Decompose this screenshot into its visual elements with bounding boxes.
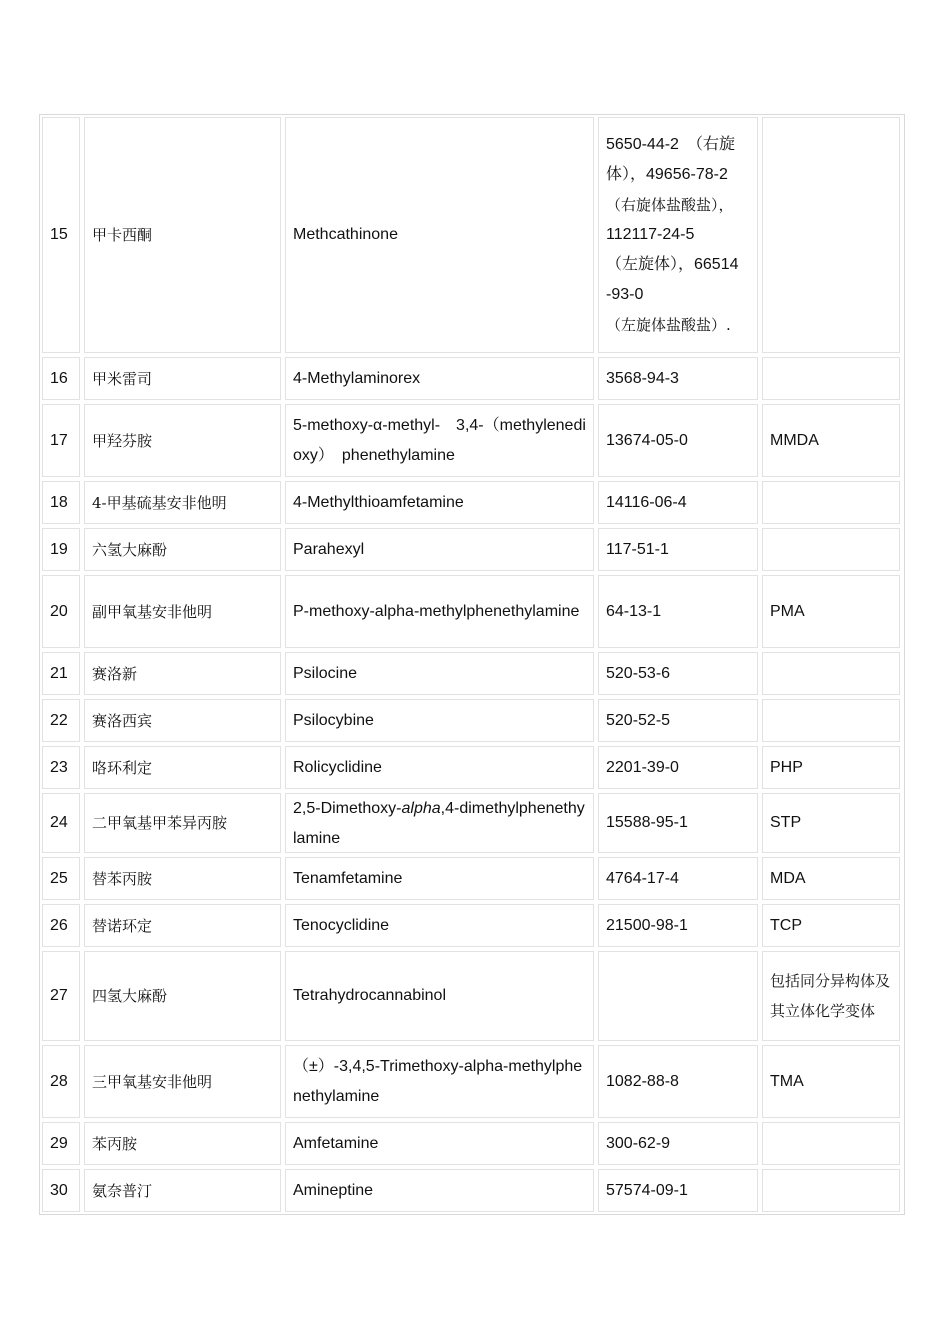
english-name: 5-methoxy-α-methyl- 3,4-（methylenedioxy） phenethylamine	[285, 404, 594, 477]
chinese-name: 替诺环定	[84, 904, 281, 947]
cas-line: -93-0	[606, 286, 644, 303]
cas-number: 64-13-1	[598, 575, 758, 648]
table-row	[40, 115, 904, 355]
cas-number: 57574-09-1	[598, 1169, 758, 1212]
chinese-name: 赛洛新	[84, 652, 281, 695]
chinese-name: 二甲氧基甲苯异丙胺	[84, 793, 281, 853]
chinese-name: 甲卡西酮	[84, 117, 281, 353]
cas-line: （左旋体），66514	[606, 256, 739, 273]
row-number: 16	[42, 357, 80, 400]
note: STP	[762, 793, 900, 853]
table-row	[40, 1167, 904, 1214]
cas-line: 体），49656-78-2	[606, 166, 728, 183]
cas-number: 15588-95-1	[598, 793, 758, 853]
note	[762, 528, 900, 571]
cas-line: 5650-44-2 （右旋	[606, 136, 735, 153]
table-row	[40, 479, 904, 526]
cas-number: 1082-88-8	[598, 1045, 758, 1118]
table-row	[40, 855, 904, 902]
cas-line: 112117-24-5	[606, 226, 695, 243]
chinese-name: 氨奈普汀	[84, 1169, 281, 1212]
table-row	[40, 573, 904, 650]
row-number: 30	[42, 1169, 80, 1212]
cas-number: 520-52-5	[598, 699, 758, 742]
english-name	[285, 793, 594, 853]
chinese-name: 替苯丙胺	[84, 857, 281, 900]
cas-number: 3568-94-3	[598, 357, 758, 400]
english-name: Rolicyclidine	[285, 746, 594, 789]
cas-number: 520-53-6	[598, 652, 758, 695]
cas-line: （右旋体盐酸盐），	[606, 196, 734, 214]
chinese-name: 四氢大麻酚	[84, 951, 281, 1041]
cas-line: （左旋体盐酸盐）.	[606, 316, 731, 334]
row-number: 28	[42, 1045, 80, 1118]
chinese-name: 赛洛西宾	[84, 699, 281, 742]
row-number: 22	[42, 699, 80, 742]
note: TMA	[762, 1045, 900, 1118]
row-number: 17	[42, 404, 80, 477]
row-number: 29	[42, 1122, 80, 1165]
note: TCP	[762, 904, 900, 947]
note	[762, 481, 900, 524]
row-number: 21	[42, 652, 80, 695]
note: PHP	[762, 746, 900, 789]
note	[762, 699, 900, 742]
row-number: 23	[42, 746, 80, 789]
row-number: 19	[42, 528, 80, 571]
english-name: Tenocyclidine	[285, 904, 594, 947]
note: PMA	[762, 575, 900, 648]
english-name-part: 2,5-Dimethoxy-	[293, 800, 402, 817]
english-name: 4-Methylthioamfetamine	[285, 481, 594, 524]
table-row	[40, 402, 904, 479]
note	[762, 652, 900, 695]
cas-number: 2201-39-0	[598, 746, 758, 789]
english-name-italic: alpha	[401, 800, 441, 817]
table-row	[40, 1120, 904, 1167]
chinese-name: 副甲氧基安非他明	[84, 575, 281, 648]
chinese-name: 六氢大麻酚	[84, 528, 281, 571]
row-number: 20	[42, 575, 80, 648]
chinese-name: 4-甲基硫基安非他明	[84, 481, 281, 524]
table-row	[40, 902, 904, 949]
note: MMDA	[762, 404, 900, 477]
chinese-name: 甲米雷司	[84, 357, 281, 400]
chinese-name: 苯丙胺	[84, 1122, 281, 1165]
row-number: 24	[42, 793, 80, 853]
table-row	[40, 355, 904, 402]
row-number: 25	[42, 857, 80, 900]
row-number: 18	[42, 481, 80, 524]
row-number: 27	[42, 951, 80, 1041]
english-name: P-methoxy-alpha-methylphenethylamine	[285, 575, 594, 648]
english-name: Parahexyl	[285, 528, 594, 571]
cas-number: 14116-06-4	[598, 481, 758, 524]
note	[762, 117, 900, 353]
cas-number: 300-62-9	[598, 1122, 758, 1165]
chinese-name: 咯环利定	[84, 746, 281, 789]
table-row	[40, 744, 904, 791]
note	[762, 357, 900, 400]
row-number: 26	[42, 904, 80, 947]
note	[762, 1169, 900, 1212]
note	[762, 1122, 900, 1165]
chinese-name: 甲羟芬胺	[84, 404, 281, 477]
cas-number	[598, 951, 758, 1041]
table-row	[40, 526, 904, 573]
english-name: Methcathinone	[285, 117, 594, 353]
note: 包括同分异构体及其立体化学变体	[762, 951, 900, 1041]
table-row	[40, 949, 904, 1043]
english-name: （±）-3,4,5-Trimethoxy-alpha-methylphenethylamine	[285, 1045, 594, 1118]
english-name: Tetrahydrocannabinol	[285, 951, 594, 1041]
table-row	[40, 697, 904, 744]
english-name: Amineptine	[285, 1169, 594, 1212]
row-number: 15	[42, 117, 80, 353]
substance-table	[39, 114, 905, 1215]
table-row	[40, 650, 904, 697]
english-name: Psilocybine	[285, 699, 594, 742]
cas-number: 4764-17-4	[598, 857, 758, 900]
note: MDA	[762, 857, 900, 900]
english-name: Psilocine	[285, 652, 594, 695]
table-row	[40, 791, 904, 855]
english-name: 4-Methylaminorex	[285, 357, 594, 400]
cas-number: 21500-98-1	[598, 904, 758, 947]
cas-number	[598, 117, 758, 353]
table-row	[40, 1043, 904, 1120]
english-name: Amfetamine	[285, 1122, 594, 1165]
chinese-name: 三甲氧基安非他明	[84, 1045, 281, 1118]
cas-number: 117-51-1	[598, 528, 758, 571]
cas-number: 13674-05-0	[598, 404, 758, 477]
english-name: Tenamfetamine	[285, 857, 594, 900]
english-name-part: ,4-dimethylphenethylamine	[293, 800, 585, 847]
